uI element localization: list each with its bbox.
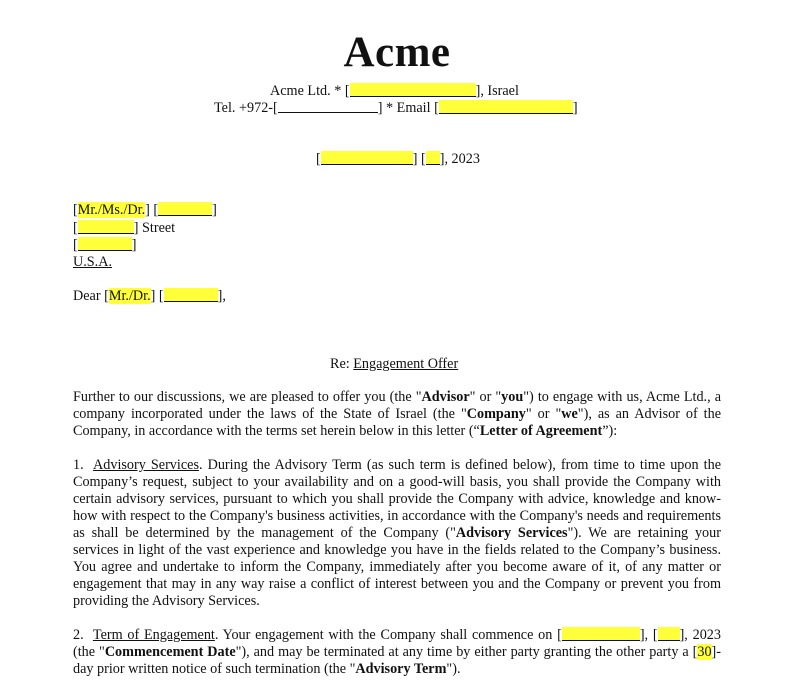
recipient-city-line: [ ]	[73, 237, 137, 253]
subject-line	[330, 356, 458, 373]
term-we: we	[561, 406, 578, 422]
street-label: ] Street	[133, 220, 176, 236]
section-text: "). We are retaining your services in light of the vast experience and knowledge you have in the fields related to the Company’s business. You agree and undertake to inform the Company, immediately after you become aware of it, of any matter or engagement that may in any way raise a conflict of interest between you and the Company or prevent you from providing the Advisory Services.	[73, 525, 721, 609]
intro-text: ”):	[602, 423, 618, 439]
address-suffix: ], Israel	[475, 83, 519, 99]
section-text: ]-day prior written notice of such termination (the "	[73, 644, 721, 677]
intro-paragraph	[73, 389, 721, 440]
intro-text: " or "	[525, 406, 562, 422]
section-number: 2.	[73, 627, 84, 643]
contact-line	[214, 100, 578, 117]
salutation-prefix: Dear [	[73, 288, 109, 304]
commencement-month-blank	[562, 627, 640, 641]
intro-text: ") to engage with us, Acme Ltd., a company incorporated under the laws of the State of Israel (the "	[73, 389, 722, 422]
section-number: 1.	[73, 457, 84, 473]
company-logo-title: Acme	[343, 29, 451, 76]
salutation-suffix: ],	[217, 288, 226, 304]
date-line	[316, 151, 480, 168]
date-month-blank	[321, 151, 413, 165]
recipient-title: Mr./Ms./Dr.	[77, 202, 146, 218]
recipient-name-blank	[158, 202, 212, 216]
recipient-street-line: [ ] Street	[73, 220, 176, 236]
recipient-city-blank	[78, 237, 132, 251]
section-text: "), and may be terminated at any time by either party granting the other party a [	[235, 644, 698, 660]
salutation-name-blank	[164, 288, 218, 302]
term-company: Company	[466, 406, 526, 422]
term-you: you	[501, 389, 524, 405]
commencement-day-blank	[658, 627, 680, 641]
tel-prefix: Tel. +972-[	[214, 100, 278, 116]
section-term-of-engagement	[73, 627, 721, 678]
email-blank	[439, 100, 573, 114]
term-letter-of-agreement: Letter of Agreement	[479, 423, 603, 439]
recipient-street-blank	[78, 220, 134, 234]
date-open: [	[316, 151, 321, 167]
section-text: ").	[446, 661, 461, 677]
recipient-country: U.S.A.	[73, 254, 113, 270]
notice-days: 30	[697, 644, 712, 660]
term-advisory-term: Advisory Term	[355, 661, 447, 677]
recipient-name-line: [Mr./Ms./Dr.] [ ]	[73, 202, 217, 218]
address-line	[270, 83, 519, 100]
section-heading: Term of Engagement	[92, 627, 215, 643]
intro-text: " or "	[469, 389, 502, 405]
salutation: Dear [Mr./Dr.] [ ],	[73, 288, 226, 304]
salutation-title: Mr./Dr.	[108, 288, 151, 304]
email-suffix: ]	[572, 100, 578, 116]
address-prefix: Acme Ltd. * [	[270, 83, 350, 99]
subject-prefix: Re:	[330, 356, 354, 372]
address-blank	[350, 83, 476, 97]
date-year: ], 2023	[439, 151, 480, 167]
term-commencement-date: Commencement Date	[104, 644, 236, 660]
section-heading: Advisory Services	[93, 457, 199, 473]
subject-text: Engagement Offer	[353, 356, 459, 372]
section-text: . Your engagement with the Company shall commence on [	[214, 627, 562, 643]
section-text: . During the Advisory Term (as such term is defined below), from time to time upon the Company’s request, subject to your availability and on a good-will basis, you shall provide the Company with certain advisory services, pursuant to which you shall provide the Company with advice, knowledge and know-how with respect to the Company's business activities, in accordance with the Company's needs and requirements as shall be determined by the management of the Company ("	[73, 457, 722, 541]
date-day-blank	[426, 151, 440, 165]
intro-text: Further to our discussions, we are pleased to offer you (the "	[73, 389, 422, 405]
section-text: ], [	[639, 627, 658, 643]
date-mid: ] [	[412, 151, 426, 167]
tel-blank	[278, 100, 378, 113]
term-advisory-services: Advisory Services	[455, 525, 568, 541]
section-text: ], 2023 (the "	[73, 627, 721, 660]
section-advisory-services	[73, 457, 721, 610]
term-advisor: Advisor	[421, 389, 470, 405]
intro-text: "), as an Advisor of the Company, in accordance with the terms set herein below in this letter (“	[73, 406, 722, 439]
email-prefix: ] * Email [	[377, 100, 439, 116]
